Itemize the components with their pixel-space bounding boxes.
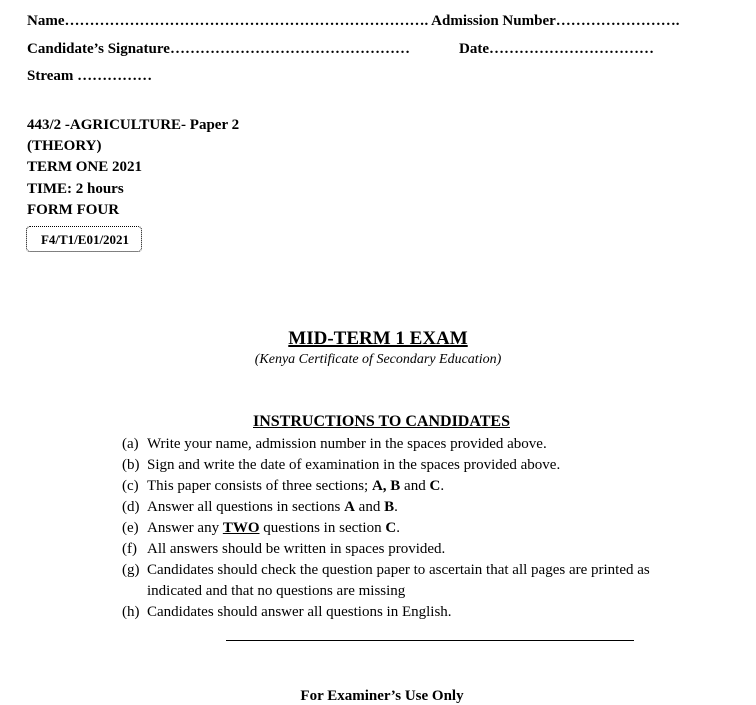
- instruction-item: [122, 602, 692, 623]
- paper-type: (THEORY): [27, 138, 102, 154]
- instruction-text-part: questions in section: [259, 520, 386, 536]
- section-c-label: C: [385, 520, 397, 536]
- paper-term: TERM ONE 2021: [27, 159, 143, 175]
- examiner-use-heading: For Examiner’s Use Only: [300, 688, 464, 704]
- instruction-item: [122, 455, 692, 476]
- instruction-marker: (e): [122, 520, 139, 536]
- exam-title: MID-TERM 1 EXAM: [288, 328, 468, 349]
- instruction-text: Write your name, admission number in the spaces provided above.: [147, 436, 547, 452]
- candidate-signature-line: Candidate’s Signature…………………………………………: [27, 41, 410, 57]
- instruction-text: Candidates should answer all questions in English.: [147, 604, 452, 620]
- instruction-item: [122, 476, 692, 497]
- instruction-text-part: Answer all questions in sections: [147, 499, 345, 515]
- instruction-text: All answers should be written in spaces provided.: [147, 541, 446, 557]
- stream-line: Stream ……………: [27, 68, 153, 84]
- instruction-text: [147, 497, 692, 518]
- instruction-item: [122, 539, 692, 560]
- reference-code-box: [26, 226, 142, 252]
- divider-line: [226, 640, 634, 641]
- section-a-label: A: [344, 499, 355, 515]
- name-admission-line: Name………………………………………………………………. Admission Number…………………….: [27, 13, 680, 29]
- instructions-list: [122, 434, 692, 623]
- instruction-text: Candidates should check the question paper to ascertain that all pages are printed as indicated and that no questions are missing: [147, 562, 650, 599]
- instruction-marker: (f): [122, 541, 137, 557]
- instruction-text-part: and: [400, 478, 430, 494]
- instruction-text: [147, 518, 692, 539]
- paper-form: FORM FOUR: [27, 202, 120, 218]
- instructions-heading: INSTRUCTIONS TO CANDIDATES: [253, 413, 510, 430]
- instruction-marker: (b): [122, 457, 140, 473]
- instruction-item: [122, 560, 692, 602]
- two-emphasis: TWO: [222, 520, 260, 536]
- section-c-label: C: [429, 478, 441, 494]
- instruction-item: [122, 518, 692, 539]
- instruction-item: [122, 497, 692, 518]
- date-line: Date……………………………: [459, 41, 654, 57]
- exam-subtitle: (Kenya Certificate of Secondary Education): [254, 352, 502, 367]
- instruction-marker: (g): [122, 562, 140, 578]
- instruction-text-part: .: [394, 499, 398, 515]
- instruction-item: [122, 434, 692, 455]
- section-ab-label: A, B: [371, 478, 401, 494]
- section-b-label: B: [384, 499, 395, 515]
- instruction-text-part: Answer any: [147, 520, 223, 536]
- instruction-marker: (d): [122, 499, 140, 515]
- instruction-text-part: .: [396, 520, 400, 536]
- reference-code: F4/T1/E01/2021: [40, 232, 130, 247]
- instruction-marker: (a): [122, 436, 139, 452]
- instruction-text: Sign and write the date of examination in the spaces provided above.: [147, 457, 561, 473]
- instruction-text: [147, 476, 692, 497]
- instruction-text-part: and: [354, 499, 385, 515]
- instruction-marker: (h): [122, 604, 140, 620]
- paper-code-title: 443/2 -AGRICULTURE- Paper 2: [27, 117, 240, 133]
- instruction-text-part: .: [440, 478, 445, 494]
- instruction-text-part: This paper consists of three sections;: [147, 478, 372, 494]
- paper-time: TIME: 2 hours: [27, 181, 124, 197]
- instruction-marker: (c): [122, 478, 139, 494]
